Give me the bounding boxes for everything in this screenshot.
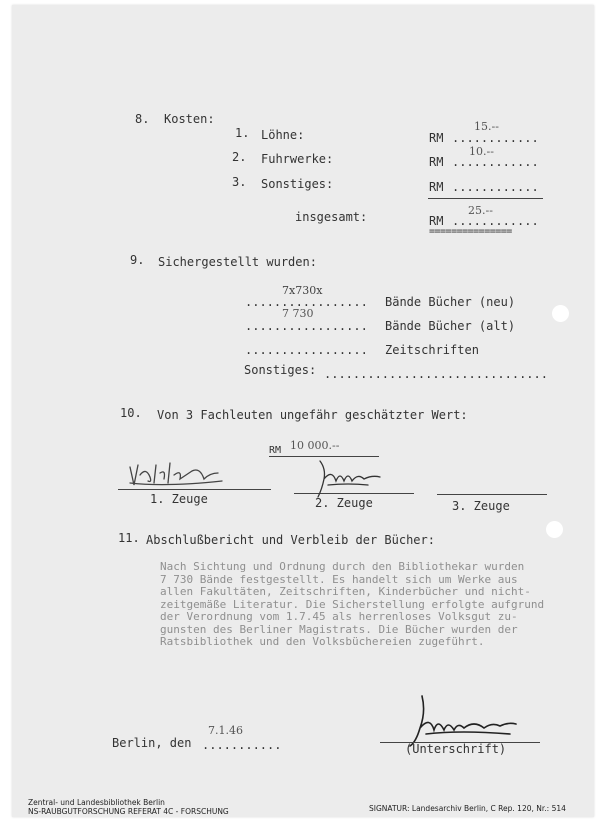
section-8-label: Kosten: — [164, 112, 215, 126]
cost-item-2-prefix: RM — [429, 155, 444, 169]
periodicals-dots: ................. — [245, 343, 368, 357]
cost-item-3-label: Sonstiges: — [261, 177, 334, 191]
estimated-value: 10 000.-- — [290, 439, 340, 452]
witness-3-label: 3. Zeuge — [452, 499, 510, 513]
periodicals-label: Zeitschriften — [385, 343, 479, 357]
cost-item-2-number: 2. — [232, 150, 247, 164]
signature-label: (Unterschrift) — [405, 742, 507, 756]
punch-hole-top — [552, 305, 569, 322]
report-line: 7 730 Bände festgestellt. Es handelt sich um Werke aus — [160, 572, 518, 586]
witness-3-line — [437, 494, 547, 495]
report-line: der Verordnung vom 1.7.45 als herrenloses Volksgut zu- — [160, 610, 518, 623]
footer-signature: SIGNATUR: Landesarchiv Berlin, C Rep. 120, Nr.: 514 — [369, 804, 566, 813]
cost-item-1-label: Löhne: — [261, 128, 305, 142]
cost-item-3-number: 3. — [232, 175, 247, 189]
section-10-label: Von 3 Fachleuten ungefähr geschätzter Wert: — [157, 408, 468, 422]
cost-item-2-label: Fuhrwerke: — [261, 152, 334, 166]
footer-department: NS-RAUBGUTFORSCHUNG REFERAT 4C - FORSCHUNG — [28, 807, 229, 816]
cost-item-3-dots: ............ — [452, 180, 539, 194]
section-10-number: 10. — [120, 406, 142, 420]
total-double-underline: =============== — [429, 226, 512, 237]
total-value: 25.-- — [468, 204, 493, 217]
cost-item-2-dots: ............ — [452, 155, 539, 169]
value-prefix: RM — [269, 445, 282, 456]
section-8-number: 8. — [135, 112, 150, 126]
report-paragraph — [160, 561, 580, 649]
report-line: zeitgemäße Literatur. Die Sicherstellung erfolgte aufgrund — [160, 597, 545, 611]
footer-institution: Zentral- und Landesbibliothek Berlin — [28, 798, 165, 807]
date-value: 7.1.46 — [208, 724, 243, 737]
books-old-value: 7 730 — [282, 307, 314, 320]
date-dots: ........... — [202, 738, 282, 752]
report-line: Nach Sichtung und Ordnung durch den Bibliothekar wurden — [160, 560, 525, 573]
total-rule — [428, 198, 543, 199]
document-page — [12, 5, 594, 817]
books-new-value: 7x730x — [282, 284, 323, 297]
other-label: Sonstiges: — [244, 363, 317, 377]
report-line: gunsten des Berliner Magistrats. Die Bücher wurden der — [160, 622, 518, 636]
cost-item-1-value: 15.-- — [474, 120, 499, 133]
other-dots: ............................... — [324, 367, 548, 381]
books-new-label: Bände Bücher (neu) — [385, 295, 516, 309]
section-11-label: Abschlußbericht und Verbleib der Bücher: — [146, 533, 435, 547]
witness-2-signature — [308, 455, 398, 500]
section-11-number: 11. — [118, 531, 140, 545]
total-prefix: RM — [429, 214, 444, 228]
books-new-dots: ................. — [245, 295, 368, 309]
cost-item-3-prefix: RM — [429, 180, 444, 194]
books-old-dots: ................. — [245, 319, 368, 333]
section-9-label: Sichergestellt wurden: — [158, 255, 317, 269]
total-label: insgesamt: — [295, 210, 368, 224]
cost-item-1-number: 1. — [235, 126, 250, 140]
place-label: Berlin, den — [112, 736, 192, 750]
cost-item-2-value: 10.-- — [469, 145, 494, 158]
report-line: Ratsbibliothek und den Volksbüchereien zugeführt. — [160, 635, 485, 648]
witness-2-label: 2. Zeuge — [315, 496, 373, 510]
punch-hole-bottom — [546, 521, 563, 538]
books-old-label: Bände Bücher (alt) — [385, 319, 516, 333]
witness-1-signature — [126, 457, 236, 492]
cost-item-1-prefix: RM — [429, 131, 444, 145]
report-line: allen Fakultäten, Zeitschriften, Kinderbücher und nicht- — [160, 585, 531, 598]
signature-mark — [400, 688, 530, 748]
cost-item-1-dots: ............ — [452, 131, 539, 145]
witness-1-label: 1. Zeuge — [150, 492, 208, 506]
section-9-number: 9. — [130, 253, 145, 267]
total-dots: ............ — [452, 214, 539, 228]
